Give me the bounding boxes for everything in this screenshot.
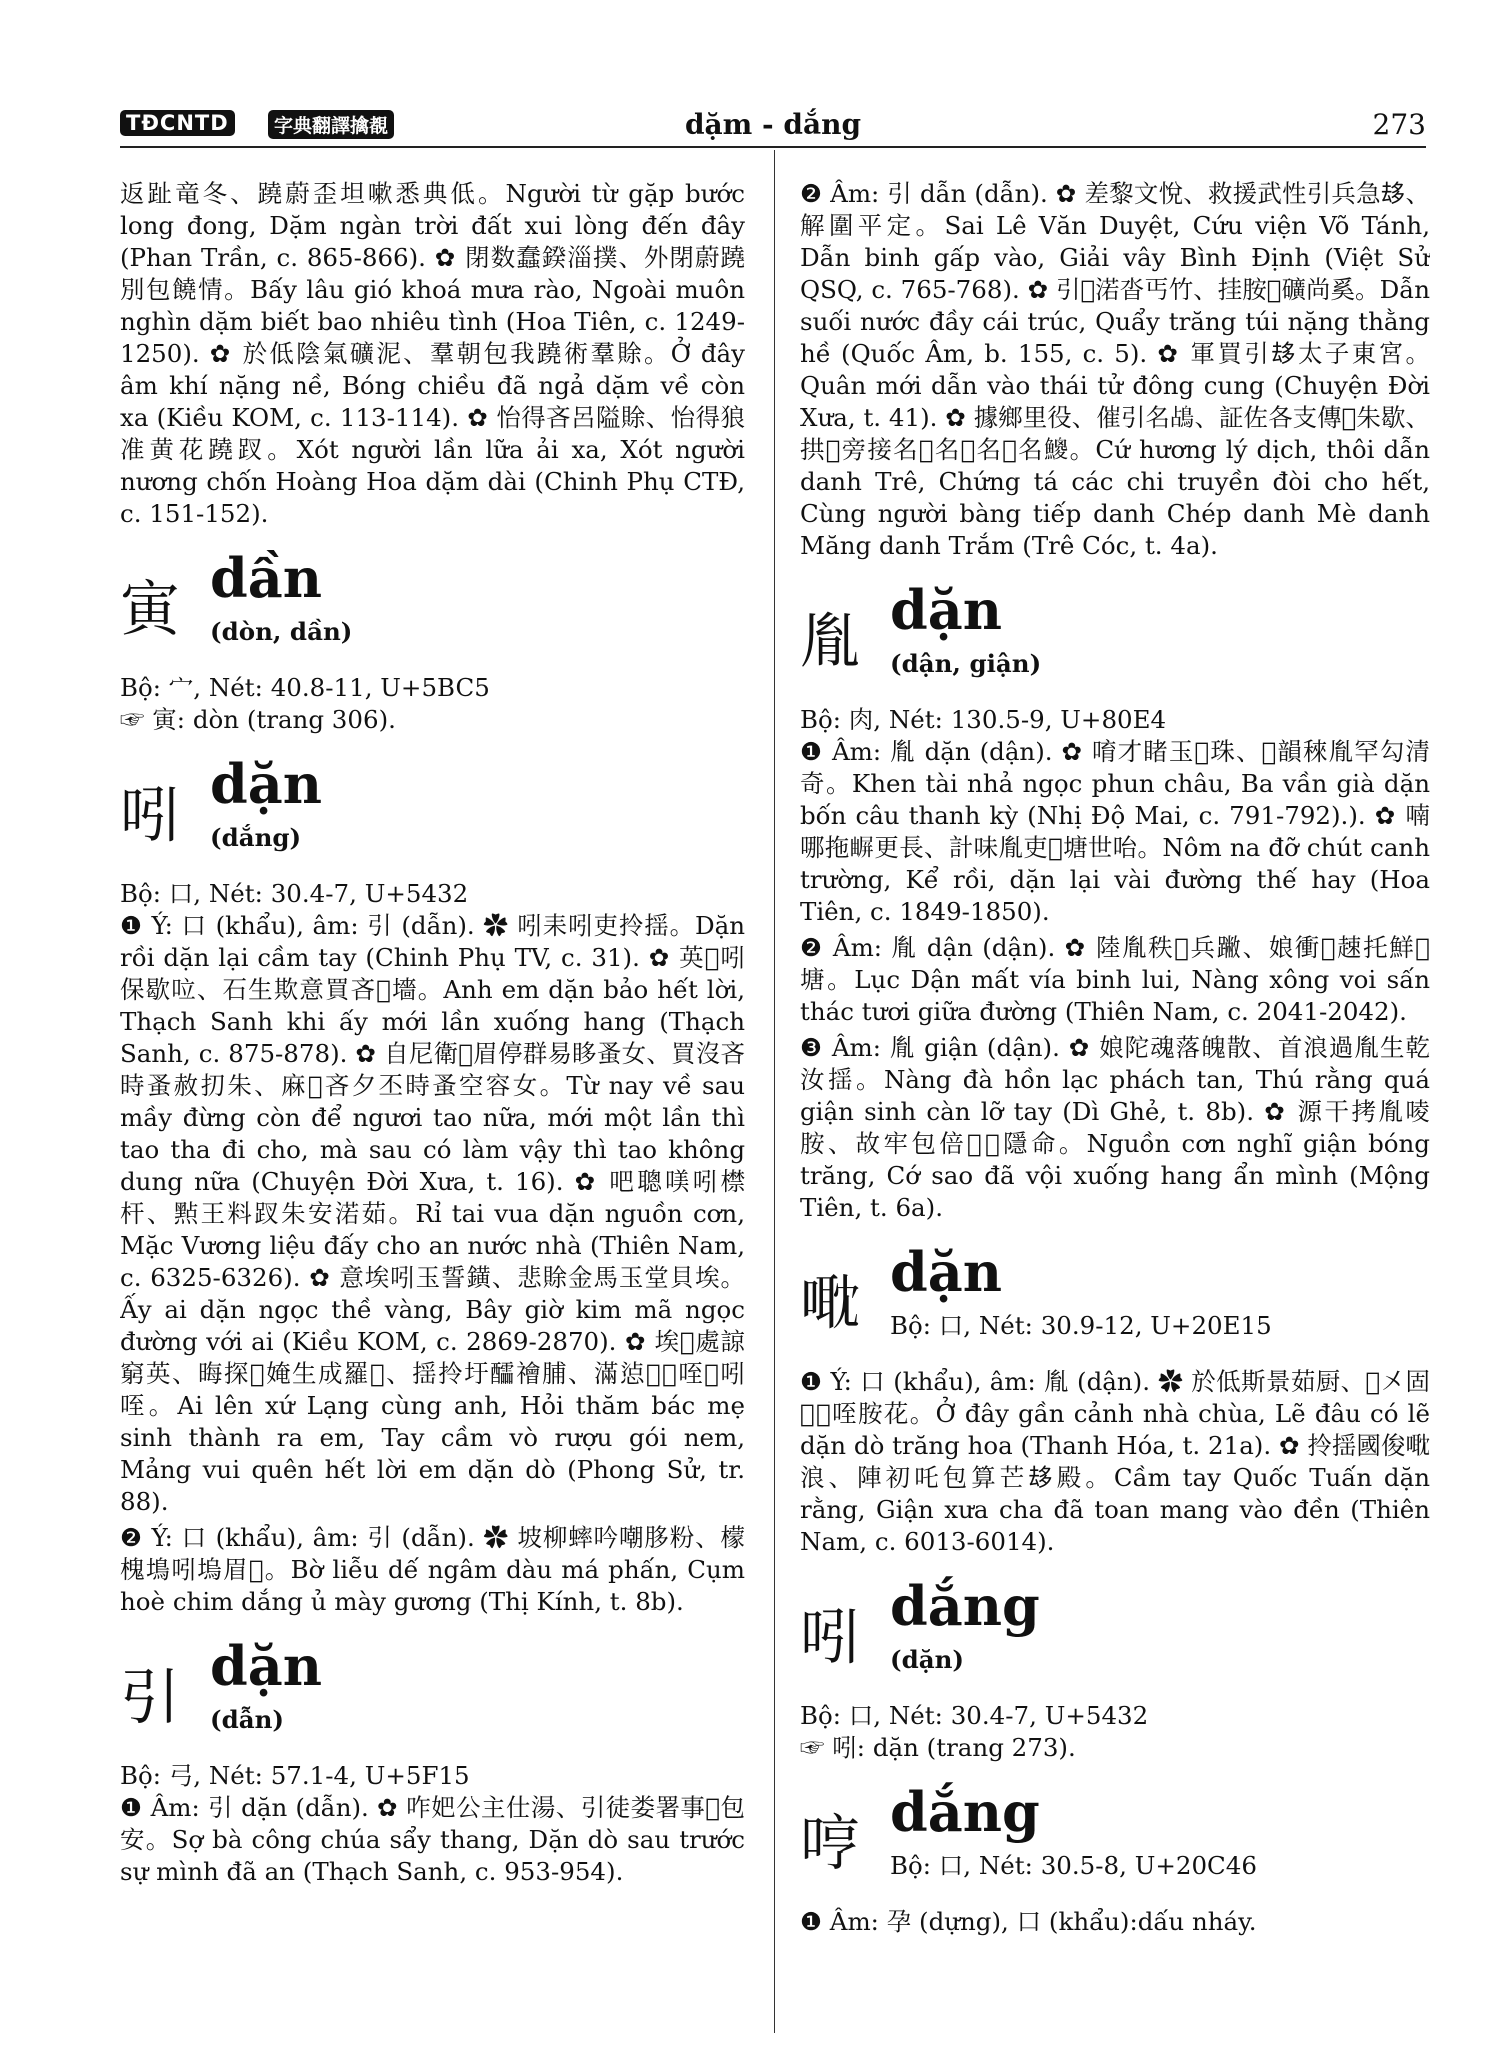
page-number: 273 (1372, 108, 1426, 141)
entry-text: 返趾竜冬、蹺蔚歪坦嗽悉典低。Người từ gặp bước long đong, Dặm ngàn trời đất xui lòng đến đây (Phan Trần, c. 865-866). ✿ 閉数蠢鍨淄撲、外閉蔚蹺別包饒情。Bấy lâu gió khoá mưa rào, Ngoài muôn nghìn dặm biết bao nhiêu tình (Hoa Tiên, c. 1249-1250). ✿ 於低陰氣礦泥、羣朝包我蹺術羣賖。Ở đây âm khí nặng nề, Bóng chiều đã ngả dặm về còn xa (Kiều KOM, c. 113-114). ✿ 怡得吝呂隘賖、怡得狼准黄花蹺䟕。Xót người lần lữa ải xa, Xót người nương chốn Hoàng Hoa dặm dài (Chinh Phụ CTĐ, c. 151-152). (120, 179, 745, 528)
page-header (120, 106, 1426, 148)
entry-character: 寅 (120, 575, 180, 645)
entry-headword: dắng (890, 1574, 1040, 1638)
dictionary-entry (800, 1242, 1430, 1366)
dictionary-entry (120, 1636, 745, 1760)
entry-meta: Bộ: 口, Nét: 30.9-12, U+20E15 (890, 1311, 1272, 1340)
entry-meta: Bộ: 肉, Nét: 130.5-9, U+80E4 (800, 705, 1167, 734)
entry-meta: Bộ: 口, Nét: 30.4-7, U+5432 (800, 1701, 1149, 1730)
dictionary-entry (800, 1576, 1430, 1700)
dictionary-entry (120, 754, 745, 878)
entry-sense: ❶ Âm: 孕 (dựng), 口 (khẩu):dấu nháy. (800, 1907, 1257, 1936)
column-divider (774, 150, 775, 2033)
entry-variant: (dắng) (210, 823, 302, 852)
left-column (120, 178, 745, 2008)
entry-sense: ❶ Âm: 胤 dặn (dận). ✿ 唷才睹玉𠼤珠、𠁀韻䅘胤罕勾清奇。Khen tài nhả ngọc phun châu, Ba vần già dặn bốn câu thanh kỳ (Nhị Độ Mai, c. 791-792).). ✿ 喃哪拖𡳧更長、計味胤吏𦑗塘世咍。Nôm na đỡ chút canh trường, Kể rồi, dặn lại vài đường thế hay (Hoa Tiên, c. 1849-1850). (800, 737, 1430, 926)
entry-headword: dặn (210, 752, 323, 816)
entry-meta: Bộ: 口, Nét: 30.5-8, U+20C46 (890, 1851, 1257, 1880)
entry-headword: dần (210, 546, 323, 610)
dictionary-badge: TĐCNTD (120, 110, 235, 136)
entry-character: 𠹆 (800, 1269, 860, 1339)
right-column (800, 178, 1430, 2008)
entry-character: 哼 (800, 1809, 860, 1879)
entry-character: 胤 (800, 607, 860, 677)
dictionary-entry (120, 548, 745, 672)
entry-variant: (dòn, dần) (210, 617, 353, 646)
entry-headword: dặn (210, 1634, 323, 1698)
dictionary-logo: 字典翻譯擒覩 (268, 110, 394, 139)
entry-reference: ☞ 吲: dặn (trang 273). (800, 1733, 1076, 1762)
entry-meta: Bộ: 弓, Nét: 57.1-4, U+5F15 (120, 1761, 470, 1790)
entry-character: 吲 (800, 1603, 860, 1673)
entry-sense: ❶ Ý: 口 (khẩu), âm: 胤 (dận). ✿ 於低斯景茹厨、𥪝㐅固𥪝𠹆咥胺花。Ở đây gần cảnh nhà chùa, Lẽ đâu có lẽ dặn dò trăng hoa (Thanh Hóa, t. 21a). ✿ 拎揺國俊𠹆浪、陣初吒包算芒𠫾殿。Cầm tay Quốc Tuấn dặn rằng, Giận xưa cha đã toan mang vào đền (Thiên Nam, c. 6013-6014). (800, 1367, 1430, 1556)
entry-meta: Bộ: 宀, Nét: 40.8-11, U+5BC5 (120, 673, 490, 702)
entry-reference: ☞ 寅: dòn (trang 306). (120, 705, 396, 734)
page-title: dặm - dắng (684, 108, 862, 141)
entry-sense: ❷ Âm: 胤 dận (dận). ✿ 陸胤秩𤴬兵䠥、娘衝𤠰趚托鮮𤞼塘。Lục Dận mất vía binh lui, Nàng xông voi sấn thác tươi giữa đường (Thiên Nam, c. 2041-2042). (800, 933, 1430, 1026)
dictionary-entry (800, 580, 1430, 704)
entry-sense: ❶ Âm: 引 dặn (dẫn). ✿ 咋妑公主仕湯、引徒娄署事𨉓包安。Sợ bà công chúa sẩy thang, Dặn dò sau trước sự mình đã an (Thạch Sanh, c. 953-954). (120, 1793, 745, 1886)
entry-character: 引 (120, 1663, 180, 1733)
entry-headword: dắng (890, 1780, 1040, 1844)
entry-sense: ❷ Ý: 口 (khẩu), âm: 引 (dẫn). ✿ 坡柳蟀吟嘲䏧粉、檬槐䲧吲塢眉𩈘。Bờ liễu dế ngâm dàu má phấn, Cụm hoè chim dắng ủ mày gương (Thị Kính, t. 8b). (120, 1523, 745, 1616)
entry-sense: ❸ Âm: 胤 giận (dận). ✿ 娘陀魂落魄散、首浪過胤生乾汝揺。Nàng đà hồn lạc phách tan, Thú rằng quá giận sinh càn lỡ tay (Dì Ghẻ, t. 8b). ✿ 源干拷胤㖫胺、故牢包倍𧿨𫂆隱命。Nguồn cơn nghĩ giận bóng trăng, Cớ sao đã vội xuống hang ẩn mình (Mộng Tiên, t. 6a). (800, 1033, 1430, 1222)
entry-variant: (dận, giận) (890, 649, 1042, 678)
dictionary-entry (800, 1782, 1430, 1906)
entry-headword: dặn (890, 578, 1003, 642)
entry-variant: (dẫn) (210, 1705, 285, 1734)
entry-meta: Bộ: 口, Nét: 30.4-7, U+5432 (120, 879, 469, 908)
entry-variant: (dặn) (890, 1645, 965, 1674)
entry-sense: ❶ Ý: 口 (khẩu), âm: 引 (dẫn). ✿ 吲耒吲吏拎揺。Dặn rồi dặn lại cầm tay (Chinh Phụ TV, c. 31). ✿ 英𡛔吲保歇㕸、石生欺意買吝𡶀墻。Anh em dặn bảo hết lời, Thạch Sanh khi ấy mới lần xuống hang (Thạch Sanh, c. 875-878). ✿ 自尼衛𨉓眉停群易眵蚤女、買沒吝時蚤赦㧅朱、麻𨉓吝夕丕時蚤空容女。Từ nay về sau mầy đừng còn để ngươi tao nữa, mới một lần thì tao tha đi cho, mà sau có làm vậy thì tao không dung nữa (Chuyện Đời Xưa, t. 16). ✿ 吧聰𠸍吲㯲杆、㸃王料䟕朱安渃茹。Rỉ tai vua dặn nguồn cơn, Mặc Vương liệu đấy cho an nước nhà (Thiên Nam, c. 6325-6326). ✿ 意埃吲玉誓鐄、悲賖金馬玉堂貝埃。Ấy ai dặn ngọc thề vàng, Bây giờ kim mã ngọc đường với ai (Kiều KOM, c. 2869-2870). ✿ 埃𨖲處諒窮英、晦探𤰺㛪生成羅𡛔、揺拎圩醽禬脯、滿惉𤶹𥧓咥𡛔吲咥。Ai lên xứ Lạng cùng anh, Hỏi thăm bác mẹ sinh thành ra em, Tay cầm vò rượu gói nem, Mảng vui quên hết lời em dặn dò (Phong Sử, tr. 88). (120, 911, 745, 1516)
entry-headword: dặn (890, 1240, 1003, 1304)
entry-character: 吲 (120, 781, 180, 851)
entry-sense: ❷ Âm: 引 dẫn (dẫn). ✿ 差黎文悅、救援武性引兵急𠫾、解圍平定。Sai Lê Văn Duyệt, Cứu viện Võ Tánh, Dẫn binh gấp vào, Giải vây Bình Định (Việt Sử QSQ, c. 765-768). ✿ 引𤀒渃沓丐竹、挂胺𧞣礦尚奚。Dẫn suối nước đầy cái trúc, Quẩy trăng túi nặng thằng hề (Quốc Âm, b. 155, c. 5). ✿ 軍買引𠫾太子東宮。Quân mới dẫn vào thái tử đông cung (Chuyện Đời Xưa, t. 41). ✿ 據鄉里役、催引名𪀄、証佐各支傳𡀳朱歇、拱𨅸旁接名𩵜名𩹹名𩺗名𩻐。Cứ hương lý dịch, thôi dẫn danh Trê, Chứng tá các chi truyền đòi cho hết, Cùng người bàng tiếp danh Chép danh Mè danh Măng danh Trắm (Trê Cóc, t. 4a). (800, 179, 1430, 560)
